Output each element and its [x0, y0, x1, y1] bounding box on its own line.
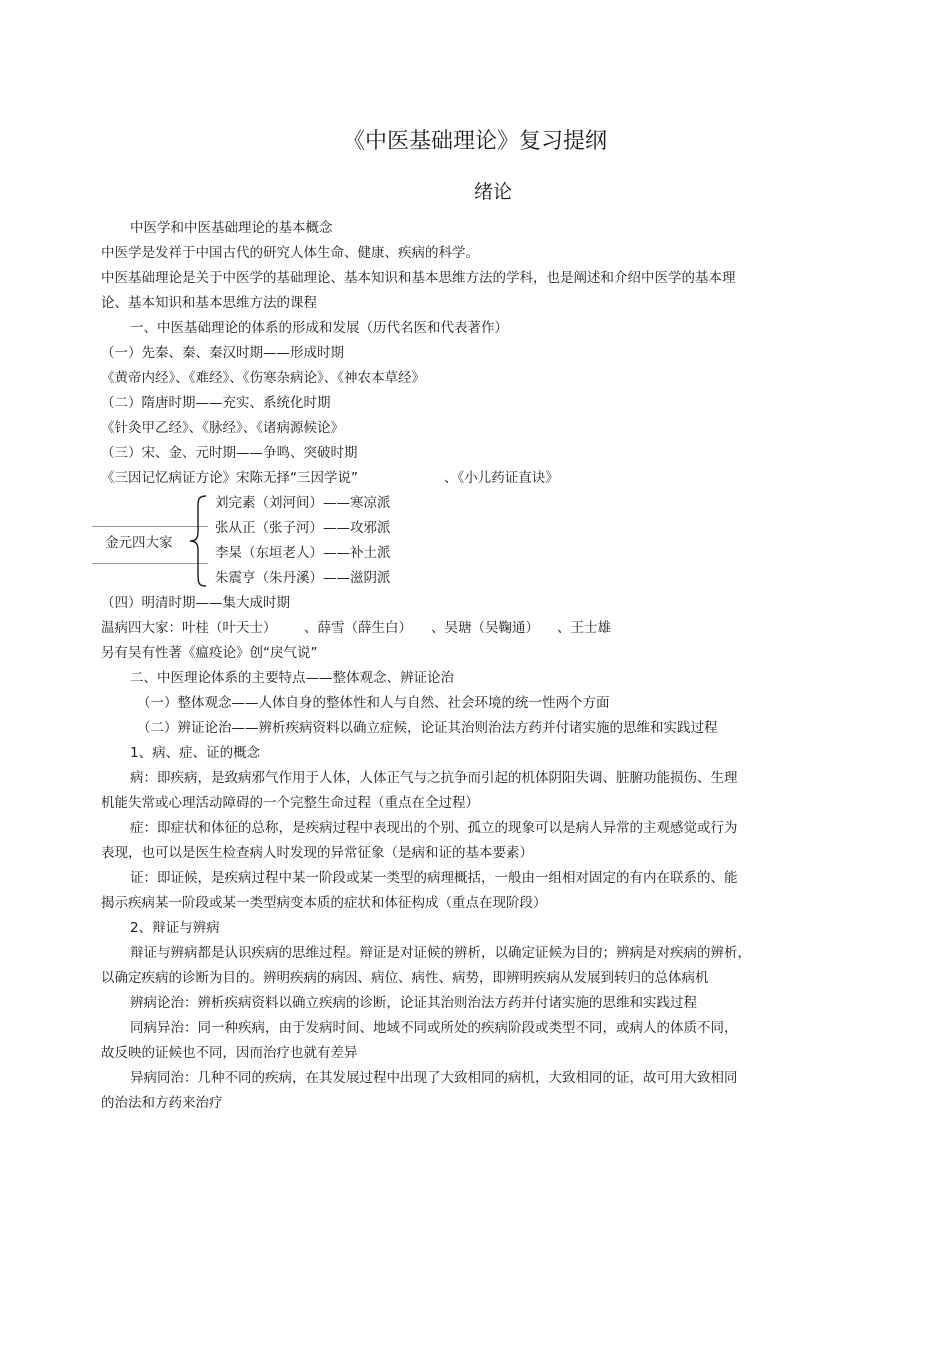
text-line: （二）辨证论治——辨析疾病资料以确立症候，论证其治则治法方药并付诸实施的思维和实践过程: [137, 720, 718, 736]
text-line: （一）先秦、秦、秦汉时期——形成时期: [101, 345, 344, 361]
text-line: 中医学和中医基础理论的基本概念: [130, 220, 333, 236]
text-line: 辨病论治：辨析疾病资料以确立疾病的诊断，论证其治则治法方药并付诸实施的思维和实践过程: [130, 995, 697, 1011]
group-item: 张从正（张子河）——攻邪派: [215, 520, 391, 536]
text-line: 中医基础理论是关于中医学的基础理论、基本知识和基本思维方法的学科，也是阐述和介绍中医学的基本理: [101, 270, 736, 286]
text-line: 的治法和方药来治疗: [101, 1095, 223, 1111]
text-line: 故反映的证候也不同，因而治疗也就有差异: [101, 1045, 358, 1061]
text-line: 论、基本知识和基本思维方法的课程: [101, 295, 317, 311]
section-title: 绪论: [473, 181, 512, 203]
text-line: 温病四大家：叶桂（叶天士）: [101, 620, 277, 636]
group-item: 刘完素（刘河间）——寒凉派: [215, 495, 391, 511]
text-line: （二）隋唐时期——充实、系统化时期: [101, 395, 331, 411]
text-line: 2、辩证与辨病: [130, 920, 220, 936]
group-label: 金元四大家: [105, 535, 173, 551]
text-line: 《三因记忆病证方论》宋陈无择“三因学说”: [101, 470, 358, 486]
text-line: 辩证与辨病都是认识疾病的思维过程。辩证是对证候的辨析，以确定证候为目的；辨病是对疾病的辨析，: [130, 945, 751, 961]
text-line: 病：即疾病，是致病邪气作用于人体，人体正气与之抗争而引起的机体阴阳失调、脏腑功能损伤、生理: [130, 770, 738, 786]
text-line: 、王士雄: [557, 620, 611, 636]
text-line: 异病同治：几种不同的疾病，在其发展过程中出现了大致相同的病机，大致相同的证，故可用大致相同: [130, 1070, 738, 1086]
text-line: 二、中医理论体系的主要特点——整体观念、辨证论治: [130, 670, 454, 686]
text-line: 《针灸甲乙经》、《脉经》、《诸病源候论》: [101, 420, 344, 436]
text-line: 另有吴有性著《瘟疫论》创“戾气说”: [101, 645, 318, 661]
text-line: 1、病、症、证的概念: [130, 745, 261, 761]
text-line: 证：即证候，是疾病过程中某一阶段或某一类型的病理概括，一般由一组相对固定的有内在联系的、能: [130, 870, 738, 886]
group-item: 朱震亨（朱丹溪）——滋阴派: [215, 570, 391, 586]
text-line: 《黄帝内经》、《难经》、《伤寒杂病论》、《神农本草经》: [101, 370, 425, 386]
text-line: 表现，也可以是医生检查病人时发现的异常征象（是病和证的基本要素）: [101, 845, 533, 861]
text-line: 症：即症状和体征的总称，是疾病过程中表现出的个别、孤立的现象可以是病人异常的主观感觉或行为: [130, 820, 738, 836]
page-title: 《中医基础理论》复习提纲: [342, 129, 607, 154]
group-item: 李杲（东垣老人）——补土派: [215, 545, 391, 561]
text-line: （四）明清时期——集大成时期: [101, 595, 290, 611]
text-line: 机能失常或心理活动障碍的一个完整生命过程（重点在全过程）: [101, 795, 479, 811]
text-line: （一）整体观念——人体自身的整体性和人与自然、社会环境的统一性两个方面: [137, 695, 610, 711]
text-line: 以确定疾病的诊断为目的。辨明疾病的病因、病位、病性、病势，即辨明疾病从发展到转归的总体病机: [101, 970, 709, 986]
text-line: 、吴瑭（吴鞠通）: [431, 620, 539, 636]
text-line: （三）宋、金、元时期——争鸣、突破时期: [101, 445, 358, 461]
text-line: 、薛雪（薛生白）: [304, 620, 412, 636]
text-line: 揭示疾病某一阶段或某一类型病变本质的症状和体征构成（重点在现阶段）: [101, 895, 547, 911]
text-line: 同病异治：同一种疾病，由于发病时间、地域不同或所处的疾病阶段或类型不同，或病人的体质不同，: [130, 1020, 738, 1036]
text-line: 一、中医基础理论的体系的形成和发展（历代名医和代表著作）: [130, 320, 508, 336]
brace-icon: [186, 494, 210, 588]
text-line: 、《小儿药证直诀》: [444, 470, 559, 486]
text-line: 中医学是发祥于中国古代的研究人体生命、健康、疾病的科学。: [101, 245, 479, 261]
